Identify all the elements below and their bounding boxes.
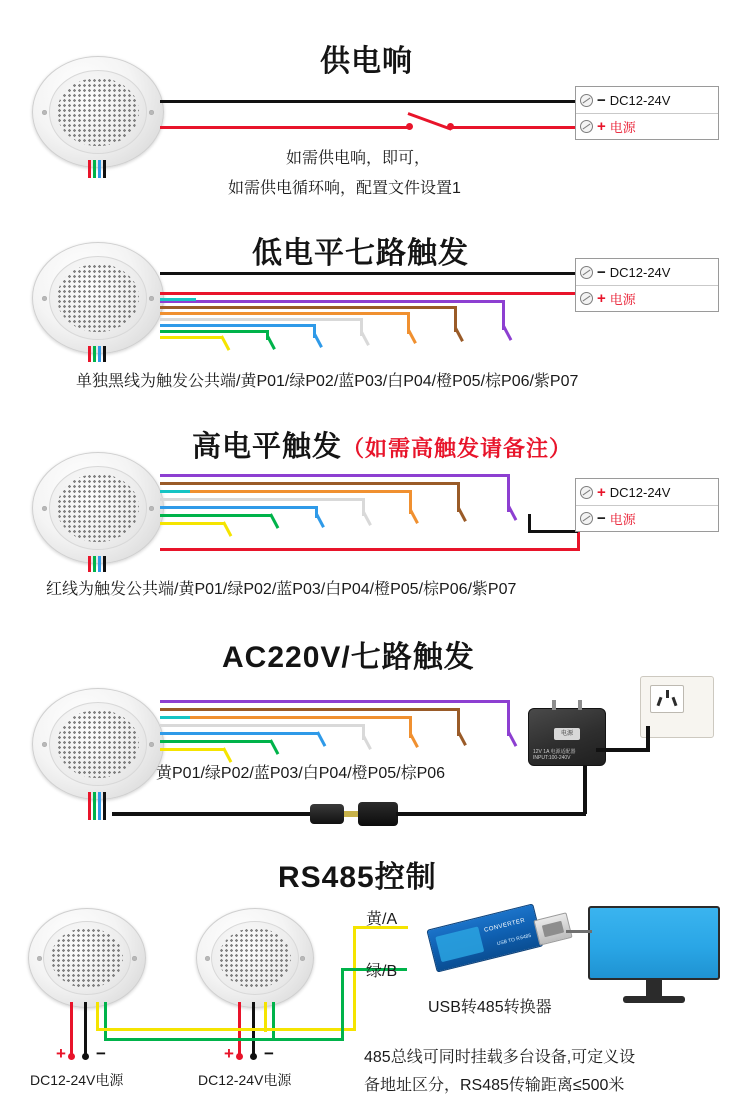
wire-blue-4-tip [316, 731, 326, 747]
terminal-sign: − [597, 510, 606, 527]
section-title-text: 高电平触发 [192, 431, 343, 463]
screw-icon [580, 292, 593, 305]
caption-rs485-line2 [364, 1072, 624, 1095]
wire-purple-2-tip [502, 325, 512, 341]
terminal-row [576, 505, 718, 531]
screw-icon [580, 94, 593, 107]
caption-power-beep-line2 [228, 175, 461, 198]
power-adapter [528, 708, 606, 766]
wire-white-3-tip [362, 511, 372, 526]
wire-usb-to-pc [566, 930, 592, 933]
caption-text: 如需供电响，即可， [286, 150, 431, 167]
power-label-text: DC12-24V电源 [198, 1072, 292, 1088]
wire-green-2 [160, 330, 269, 333]
caption-text: 红线为触发公共端/黄P01/绿P02/蓝P03/白P04/橙P05/棕P06/紫P07 [46, 581, 517, 598]
wire-yellow-3 [160, 522, 224, 525]
wire-black-neg-3-up [528, 514, 531, 532]
monitor-neck [646, 980, 662, 996]
wire-pigtail-blue-4 [98, 792, 101, 820]
speaker-inner [49, 466, 148, 550]
caption-power-beep-line1 [286, 145, 430, 168]
speaker-screw-right [149, 742, 154, 747]
wire-red-power-2 [160, 292, 575, 295]
wire-brown-4-tip [457, 731, 467, 746]
wire-pigtail-black-3 [103, 556, 106, 572]
wire-pigtail-green-1 [93, 160, 96, 178]
caption-text: 黄P01/绿P02/蓝P03/白P04/橙P05/棕P06 [156, 765, 446, 782]
wire-white-2 [160, 318, 363, 321]
terminal-row [576, 87, 718, 113]
wire-adapter-to-socket-up [646, 726, 650, 752]
caption-low-level [76, 368, 578, 391]
terminal-label: 电源 [609, 512, 636, 527]
caption-rs485-line1 [364, 1044, 635, 1067]
caption-text: 485总线可同时挂载多台设备,可定义设 [364, 1049, 636, 1066]
usb-connector [533, 912, 572, 945]
wire-blue-3-tip [315, 513, 325, 528]
adapter-prong-2 [578, 700, 582, 710]
wall-socket [640, 676, 714, 738]
power-label-text: DC12-24V电源 [30, 1072, 124, 1088]
speaker-screw-left [205, 956, 210, 961]
wire-pigtail-red-2 [88, 346, 91, 362]
wire-yellow-2 [160, 336, 222, 339]
wire-red-common-3 [160, 548, 580, 551]
wire-brown-3 [160, 482, 460, 485]
wire-label-a-text: 黄/A [366, 911, 398, 928]
adapter-text-line2: INPUT:100-240V [533, 755, 571, 761]
wire-blue-4 [160, 732, 318, 735]
converter-mark2: USB TO RS485 [496, 932, 532, 947]
speaker-screw-left [37, 956, 42, 961]
power-label-5a [30, 1070, 123, 1090]
terminal-block-3 [575, 478, 719, 532]
socket-hole-live [656, 697, 662, 706]
speaker-screw-right [149, 296, 154, 301]
wire-5b-green [272, 1002, 275, 1040]
wire-green-3-tip [269, 513, 279, 529]
terminal-sign: − [597, 91, 606, 109]
wire-pigtail-blue-3 [98, 556, 101, 572]
wire-white-4-tip [362, 735, 372, 750]
section-title-text: RS485控制 [278, 861, 437, 894]
wire-black-power-1 [160, 100, 575, 103]
wire-orange-2 [160, 312, 410, 315]
wire-pigtail-blue-1 [98, 160, 101, 178]
wire-yellow-4 [160, 748, 224, 751]
section-title-text: AC220V/七路触发 [222, 641, 475, 674]
section-title-text: 供电响 [320, 45, 413, 78]
terminal-label: 电源 [609, 292, 636, 307]
wire-purple-3-tip [507, 505, 517, 521]
monitor-screen [588, 906, 720, 980]
wire-blue-3 [160, 506, 318, 509]
section-title-high-level [192, 424, 572, 465]
speaker-5a [28, 908, 146, 1008]
speaker-screw-right [149, 506, 154, 511]
terminal-row [576, 259, 718, 285]
section-title-low-level [252, 228, 469, 272]
wire-brown-2-tip [454, 327, 464, 342]
caption-high-level [46, 576, 516, 599]
speaker-grill [51, 928, 123, 989]
terminal-block-1 [575, 86, 719, 140]
terminal-label: DC12-24V [609, 484, 671, 500]
wire-green-3 [160, 514, 271, 517]
wire-bus-yellow-a-up [353, 926, 356, 1030]
wire-label-b [366, 958, 397, 981]
section-title-rs485 [278, 852, 437, 896]
terminal-label: 电源 [609, 120, 636, 135]
wire-yellow-3-tip [222, 521, 232, 537]
plus-sign-5a: + [56, 1044, 66, 1063]
minus-sign-5a: − [96, 1044, 106, 1063]
wire-green-4 [160, 740, 271, 743]
dc-plug-female [358, 802, 398, 826]
wire-5a-black [84, 1002, 87, 1056]
wire-black-power-2 [160, 272, 575, 275]
caption-text: 单独黑线为触发公共端/黄P01/绿P02/蓝P03/白P04/橙P05/棕P06/紫P07 [76, 373, 579, 390]
speaker-inner [49, 70, 148, 154]
speaker-inner [43, 921, 131, 996]
wire-red-power-1a [160, 126, 410, 129]
speaker-5b [196, 908, 314, 1008]
speaker-grill [219, 928, 291, 989]
speaker-grill [57, 474, 138, 543]
wire-5a-red [70, 1002, 73, 1056]
wire-bus-green-b [104, 1038, 344, 1041]
wire-pigtail-red-3 [88, 556, 91, 572]
wire-cyan-4 [160, 716, 190, 719]
terminal-sign: + [597, 118, 606, 135]
caption-text: 备地址区分，RS485传输距离≤500米 [364, 1077, 625, 1094]
terminal-row [576, 479, 718, 505]
node-5b-plus [236, 1053, 243, 1060]
terminal-label: DC12-24V [609, 264, 671, 280]
plus-sign-5b: + [224, 1044, 234, 1063]
speaker-screw-left [42, 296, 47, 301]
speaker-screw-left [42, 742, 47, 747]
dc-plug-male [310, 804, 344, 824]
terminal-sign: + [597, 483, 606, 501]
socket-face [650, 685, 685, 713]
wire-adapter-to-socket [596, 748, 650, 752]
usb-slot [542, 921, 565, 937]
wire-pigtail-green-3 [93, 556, 96, 572]
usb-485-converter [426, 903, 543, 972]
speaker-inner [49, 702, 148, 786]
speaker-inner [49, 256, 148, 340]
speaker-screw-right [149, 110, 154, 115]
wire-dc-black-right [396, 812, 586, 816]
terminal-block-2 [575, 258, 719, 312]
wire-pigtail-black-1 [103, 160, 106, 178]
wire-pigtail-blue-2 [98, 346, 101, 362]
wire-red-power-1b [450, 126, 575, 129]
wire-green-2-tip [266, 335, 276, 350]
wire-blue-2 [160, 324, 316, 327]
caption-text: 如需供电循环响，配置文件设置1 [228, 180, 461, 197]
switch-blade-1 [407, 112, 451, 131]
wire-pigtail-black-4 [103, 792, 106, 820]
wire-brown-2 [160, 306, 457, 309]
node-5a-minus [82, 1053, 89, 1060]
wire-pigtail-red-1 [88, 160, 91, 178]
wire-orange-3 [160, 490, 412, 493]
wire-purple-3 [160, 474, 510, 477]
wire-label-a [366, 906, 397, 929]
terminal-sign: + [597, 290, 606, 307]
node-5b-minus [250, 1053, 257, 1060]
section-title-note: （如需高触发请备注） [342, 436, 573, 461]
wire-white-2-tip [360, 331, 370, 346]
wire-dc-black-left [112, 812, 312, 816]
speaker-grill [57, 264, 138, 333]
screw-icon [580, 266, 593, 279]
adapter-prong-1 [552, 700, 556, 710]
wire-pigtail-green-4 [93, 792, 96, 820]
wire-bus-yellow-a [96, 1028, 356, 1031]
wire-bus-green-b-up [341, 968, 344, 1040]
wire-yellow-2-tip [220, 335, 230, 351]
wire-purple-4 [160, 700, 510, 703]
wire-orange-4-tip [409, 733, 419, 748]
adapter-text-line1: 12V 1A 电源适配器 [533, 749, 576, 755]
wire-orange-3-tip [409, 509, 419, 524]
switch-contact-right [447, 123, 454, 130]
speaker-1 [32, 56, 164, 168]
wire-dc-black-up [583, 760, 587, 814]
node-5a-plus [68, 1053, 75, 1060]
wire-pigtail-black-2 [103, 346, 106, 362]
wire-pigtail-red-4 [88, 792, 91, 820]
wire-brown-3-tip [457, 507, 467, 522]
screw-icon [580, 512, 593, 525]
speaker-4 [32, 688, 164, 800]
converter-pcb [436, 926, 484, 962]
adapter-badge: 电源 [554, 728, 580, 740]
wire-green-4-tip [269, 739, 279, 755]
section-title-text: 低电平七路触发 [252, 237, 469, 270]
minus-sign-5b: − [264, 1044, 274, 1063]
wire-orange-4 [160, 716, 412, 719]
wire-5a-green [104, 1002, 107, 1038]
socket-hole-neutral [672, 697, 678, 706]
device-label-text: USB转485转换器 [428, 999, 552, 1016]
converter-mark: CONVERTER [483, 917, 526, 934]
screw-icon [580, 120, 593, 133]
adapter-text [533, 749, 576, 761]
speaker-2 [32, 242, 164, 354]
switch-contact-left [406, 123, 413, 130]
speaker-screw-right [132, 956, 137, 961]
wire-white-3 [160, 498, 365, 501]
speaker-screw-left [42, 110, 47, 115]
section-title-ac220v [222, 632, 475, 676]
speaker-grill [57, 710, 138, 779]
wire-white-4 [160, 724, 365, 727]
computer-monitor [588, 906, 720, 1006]
wire-black-neg-3 [528, 530, 578, 533]
section-title-power-beep [320, 36, 413, 80]
monitor-base [623, 996, 685, 1003]
wire-purple-4-tip [507, 731, 517, 747]
power-label-5b [198, 1070, 291, 1090]
wire-cyan-3 [160, 490, 190, 493]
device-label-converter [428, 994, 552, 1017]
speaker-screw-right [300, 956, 305, 961]
terminal-row [576, 285, 718, 311]
speaker-grill [57, 78, 138, 147]
wire-blue-2-tip [313, 333, 323, 348]
terminal-label: DC12-24V [609, 92, 671, 108]
speaker-3 [32, 452, 164, 564]
wire-cyan-2 [160, 298, 196, 301]
caption-ac220v [156, 760, 445, 783]
wire-purple-2 [160, 300, 505, 303]
wire-5a-yellow [96, 1002, 99, 1030]
wire-label-b-text: 绿/B [366, 963, 398, 980]
speaker-screw-left [42, 506, 47, 511]
screw-icon [580, 486, 593, 499]
wire-pigtail-green-2 [93, 346, 96, 362]
speaker-inner [211, 921, 299, 996]
wire-brown-4 [160, 708, 460, 711]
terminal-sign: − [597, 263, 606, 281]
wire-orange-2-tip [407, 329, 417, 344]
terminal-row [576, 113, 718, 139]
socket-hole-ground [666, 690, 669, 698]
